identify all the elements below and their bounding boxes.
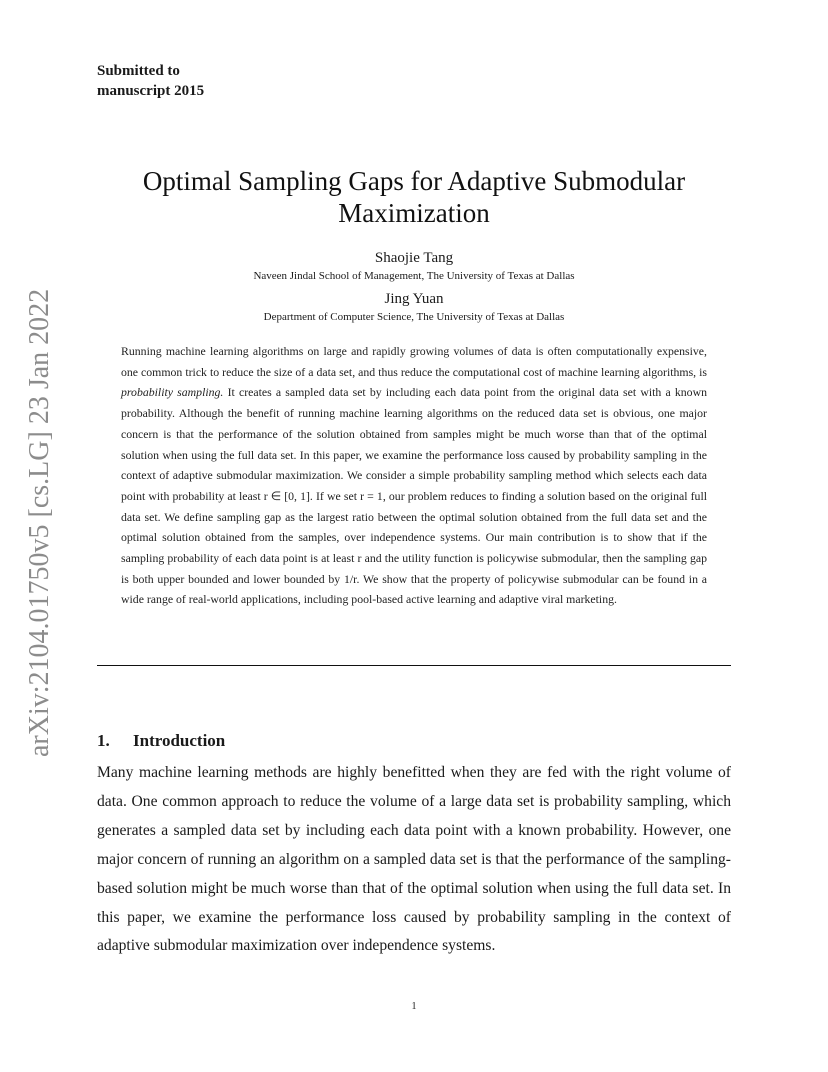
header-line-submitted: Submitted to	[97, 63, 180, 79]
author-name: Jing Yuan	[384, 291, 444, 307]
arxiv-identifier-stamp: arXiv:2104.01750v5 [cs.LG] 23 Jan 2022	[24, 288, 55, 757]
section-title: Introduction	[133, 731, 226, 750]
page-number: 1	[411, 1001, 417, 1012]
header-line-manuscript: manuscript 2015	[97, 83, 205, 99]
abstract-emphasis: probability sampling.	[121, 385, 224, 400]
author-name: Shaojie Tang	[374, 250, 454, 266]
abstract	[121, 341, 707, 610]
manuscript-header	[97, 61, 204, 101]
abstract-text-start: Running machine learning algorithms on large and rapidly growing volumes of data is often computationally expensive, one common trick to reduce the size of a data set, and thus reduce the computational cost of machine learning algorithms, is	[121, 344, 707, 379]
title-line-1: Optimal Sampling Gaps for Adaptive Submodular	[142, 166, 686, 196]
abstract-divider	[97, 665, 731, 666]
section-heading-introduction	[97, 730, 225, 752]
author-block-1	[97, 248, 731, 284]
paper-title	[97, 165, 731, 229]
title-line-2: Maximization	[338, 198, 490, 228]
introduction-paragraph: Many machine learning methods are highly benefitted when they are fed with the right volume of data. One common approach to reduce the volume of a large data set is probability sampling, which generates a sampled data set by including each data point with a known probability. However, one major concern of running an algorithm on a sampled data set is that the performance of the sampling-based solution might be much worse than that of the optimal solution when using the full data set. In this paper, we examine the performance loss caused by probability sampling in the context of adaptive submodular maximization over independence systems.	[97, 764, 731, 955]
author-affiliation: Department of Computer Science, The University of Texas at Dallas	[263, 311, 565, 323]
author-affiliation: Naveen Jindal School of Management, The University of Texas at Dallas	[253, 270, 575, 282]
section-number: 1.	[97, 731, 110, 750]
author-block-2	[97, 289, 731, 325]
abstract-text-rest: It creates a sampled data set by including each data point from the original data set with a known probability. Although the benefit of running machine learning algorithms on the reduced data set is obvious, one major concern is that the performance of the solution obtained from samples might be much worse than that of the optimal solution when using the full data set. In this paper, we examine the performance loss caused by probability sampling in the context of adaptive submodular maximization. We consider a simple probability sampling method which selects each data point with probability at least r ∈ [0, 1]. If we set r = 1, our problem reduces to finding a solution based on the original full data set. We define sampling gap as the largest ratio between the optimal solution obtained from the full data set and the optimal solution obtained from the samples, over independence systems. Our main contribution is to show that if the sampling probability of each data point is at least r and the utility function is policywise submodular, then the sampling gap is both upper bounded and lower bounded by 1/r. We show that the property of policywise submodular can be found in a wide range of real-world applications, including pool-based active learning and adaptive viral marketing.	[121, 385, 707, 607]
